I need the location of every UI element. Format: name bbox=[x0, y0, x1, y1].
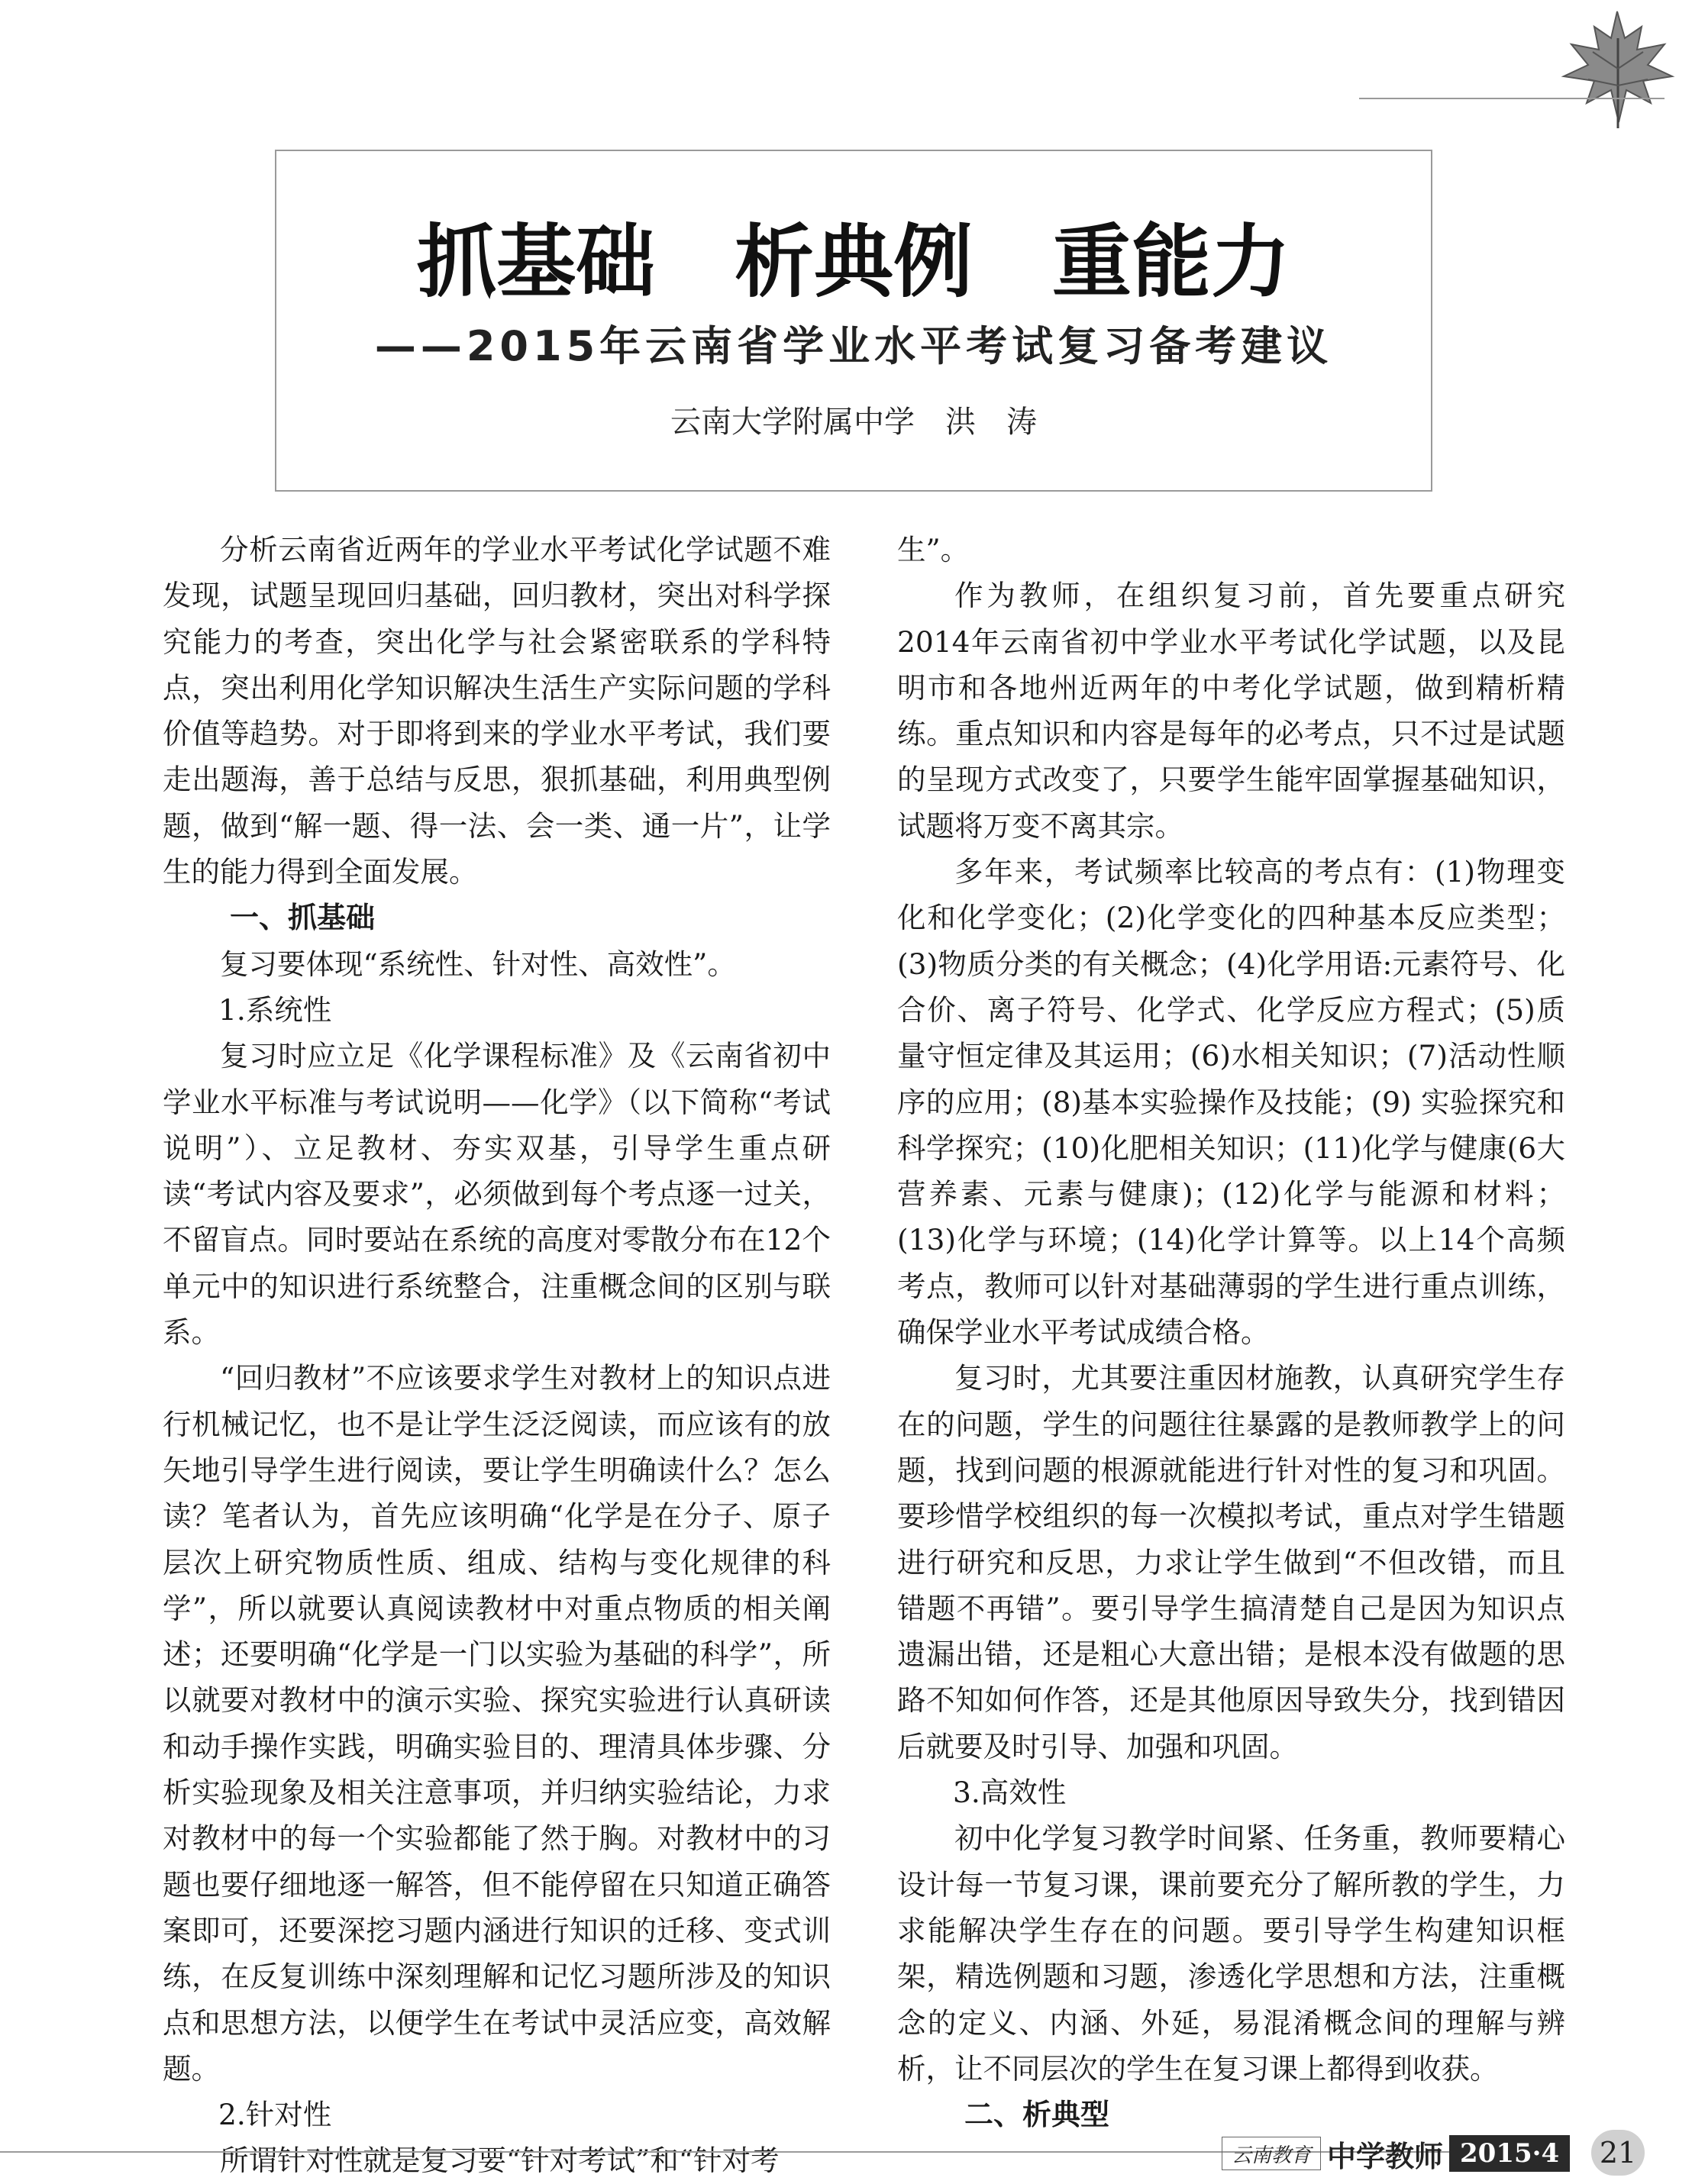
subheading-efficient: 3.高效性 bbox=[953, 1776, 1067, 1810]
paragraph: 作为教师，在组织复习前，首先要重点研究2014年云南省初中学业水平考试化学试题，以及昆明市和各地州近两年的中考化学试题，做到精析精练。重点知识和内容是每年的必考点，只不过是试题的呈现方式改变了，只要学生能牢固掌握基础知识，试题将万变不离其宗。 bbox=[897, 579, 1565, 843]
subheading-systematic: 1.系统性 bbox=[218, 992, 332, 1027]
paragraph: 所谓针对性就是复习要“针对考试”和“针对考 bbox=[220, 2144, 780, 2178]
section-heading-1: 一、抓基础 bbox=[230, 901, 376, 935]
paragraph: “回归教材”不应该要求学生对教材上的知识点进行机械记忆，也不是让学生泛泛阅读，而应该有的放矢地引导学生进行阅读，要让学生明确读什么？怎么读？笔者认为，首先应该明确“化学是在分子、原子层次上研究物质性质、组成、结构与变化规律的科学”，所以就要认真阅读教材中对重点物质的相关阐述；还要明确“化学是一门以实验为基础的科学”，所以就要对教材中的演示实验、探究实验进行认真研读和动手操作实践，明确实验目的、理清具体步骤、分析实验现象及相关注意事项，并归纳实验结论，力求对教材中的每一个实验都能了然于胸。对教材中的习题也要仔细地逐一解答，但不能停留在只知道正确答案即可，还要深挖习题内涵进行知识的迁移、变式训练，在反复训练中深刻理解和记忆习题所涉及的知识点和思想方法，以便学生在考试中灵活应变，高效解题。 bbox=[163, 1361, 831, 2086]
journal-name: 中学教师 bbox=[1327, 2139, 1444, 2173]
left-column bbox=[163, 527, 831, 2184]
paragraph: 初中化学复习教学时间紧、任务重，教师要精心设计每一节复习课，课前要充分了解所教的学生，力求能解决学生存在的问题。要引导学生构建知识框架，精选例题和习题，渗透化学思想和方法，注重概念的定义、内涵、外延，易混淆概念间的理解与辨析，让不同层次的学生在复习课上都得到收获。 bbox=[897, 1821, 1565, 2086]
paragraph-continued: 生”。 bbox=[897, 533, 970, 566]
footer bbox=[1222, 2134, 1570, 2173]
title-box bbox=[275, 150, 1432, 492]
subheading-targeted: 2.针对性 bbox=[218, 2098, 332, 2132]
paragraph: 复习时，尤其要注重因材施教，认真研究学生存在的问题，学生的问题往往暴露的是教师教学上的问题，找到问题的根源就能进行针对性的复习和巩固。要珍惜学校组织的每一次模拟考试，重点对学生错题进行研究和反思，力求让学生做到“不但改错，而且错题不再错”。要引导学生搞清楚自己是因为知识点遗漏出错，还是粗心大意出错；是根本没有做题的思路不知如何作答，还是其他原因导致失分，找到错因后就要及时引导、加强和巩固。 bbox=[897, 1361, 1565, 1763]
maple-leaf-icon bbox=[1558, 8, 1676, 130]
paragraph: 复习要体现“系统性、针对性、高效性”。 bbox=[220, 947, 736, 981]
author-line: 云南大学附属中学 洪 涛 bbox=[670, 405, 1037, 440]
paragraph: 多年来，考试频率比较高的考点有：(1)物理变化和化学变化；(2)化学变化的四种基本反应类型；(3)物质分类的有关概念；(4)化学用语:元素符号、化合价、离子符号、化学式、化学反应方程式；(5)质量守恒定律及其运用；(6)水相关知识；(7)活动性顺序的应用；(8)基本实验操作及技能；(9) 实验探究和科学探究；(10)化肥相关知识；(11)化学与健康(6大营养素、元素与健康)；(12)化学与能源和材料；(13)化学与环境；(14)化学计算等。以上14个高频考点，教师可以针对基础薄弱的学生进行重点训练，确保学业水平考试成绩合格。 bbox=[897, 855, 1565, 1350]
paragraph: 复习时应立足《化学课程标准》及《云南省初中学业水平标准与考试说明——化学》（以下简称“考试说明”）、立足教材、夯实双基，引导学生重点研读“考试内容及要求”，必须做到每个考点逐一过关，不留盲点。同时要站在系统的高度对零散分布在12个单元中的知识进行系统整合，注重概念间的区别与联系。 bbox=[163, 1039, 831, 1350]
page-number: 21 bbox=[1591, 2130, 1645, 2176]
top-rule bbox=[1359, 98, 1665, 99]
issue-badge: 2015·4 bbox=[1449, 2135, 1570, 2172]
right-column bbox=[897, 527, 1565, 2137]
brand-logo bbox=[1222, 2137, 1321, 2170]
paragraph-intro: 分析云南省近两年的学业水平考试化学试题不难发现，试题呈现回归基础，回归教材，突出对科学探究能力的考查，突出化学与社会紧密联系的学科特点，突出利用化学知识解决生活生产实际问题的学科价值等趋势。对于即将到来的学业水平考试，我们要走出题海，善于总结与反思，狠抓基础，利用典型例题，做到“解一题、得一法、会一类、通一片”，让学生的能力得到全面发展。 bbox=[163, 533, 831, 889]
sub-title: ——2015年云南省学业水平考试复习备考建议 bbox=[374, 322, 1333, 370]
brand-text: 云南教育 bbox=[1231, 2144, 1311, 2167]
main-title: 抓基础 析典例 重能力 bbox=[416, 215, 1290, 308]
section-heading-2: 二、析典型 bbox=[964, 2098, 1110, 2132]
